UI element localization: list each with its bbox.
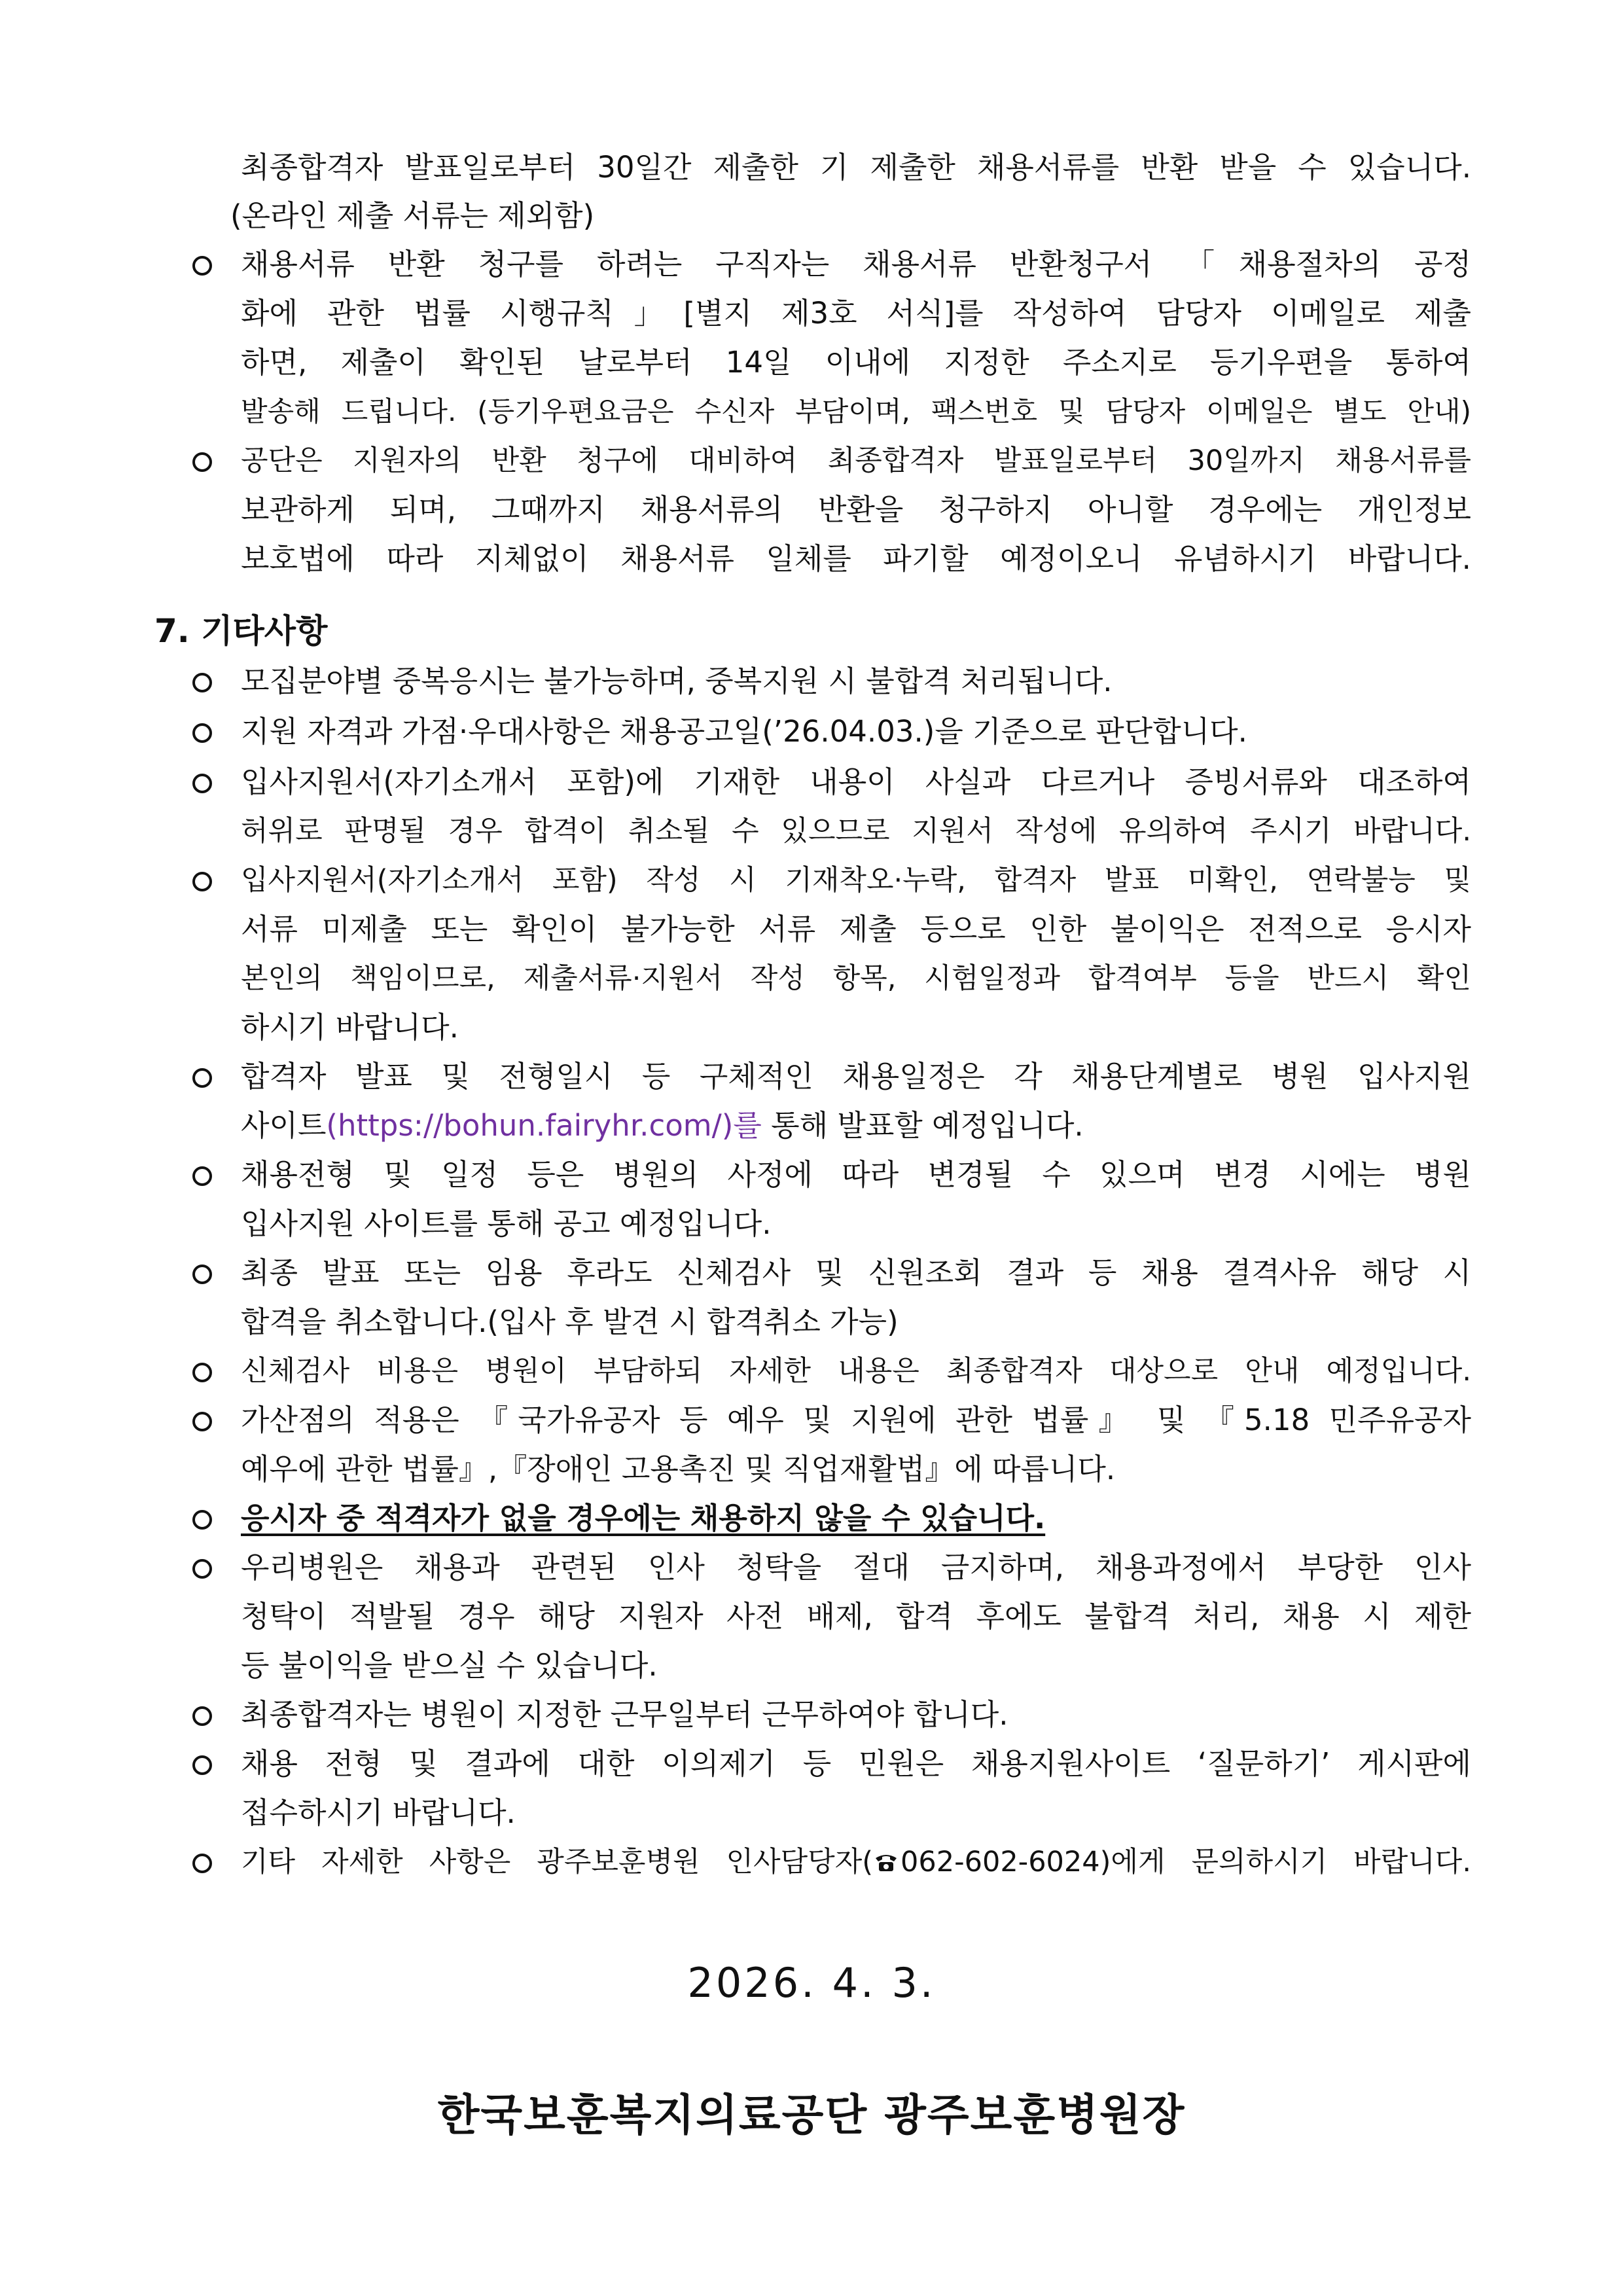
circle-bullet-icon — [190, 1503, 219, 1532]
list-item: 지원 자격과 가점·우대사항은 채용공고일(’26.04.03.)을 기준으로 판단합니다. — [241, 714, 1247, 749]
circle-bullet-icon — [190, 1062, 219, 1090]
return-item-line: 보호법에 따라 지체없이 채용서류 일체를 파기할 예정이오니 유념하시기 바랍니다. — [241, 541, 1471, 576]
circle-bullet-icon — [190, 1405, 219, 1434]
list-item-text: 통해 발표할 예정입니다. — [761, 1108, 1084, 1143]
list-item-text: 사이트 — [241, 1108, 327, 1143]
list-item-contact — [241, 1842, 1471, 1882]
list-item: 등 불이익을 받으실 수 있습니다. — [241, 1648, 658, 1683]
circle-bullet-icon — [190, 1160, 219, 1189]
contact-phone: 062-602-6024 — [901, 1846, 1100, 1878]
circle-bullet-icon — [190, 1847, 219, 1876]
list-item: 접수하시기 바랍니다. — [241, 1795, 516, 1830]
document-date: 2026. 4. 3. — [687, 1959, 936, 2007]
list-item: 예우에 관한 법률』,『장애인 고용촉진 및 직업재활법』에 따릅니다. — [241, 1452, 1116, 1486]
circle-bullet-icon — [190, 767, 219, 796]
list-item: 서류 미제출 또는 확인이 불가능한 서류 제출 등으로 인한 불이익은 전적으로 응시자 — [241, 912, 1471, 946]
emphasis-text: 응시자 중 적격자가 없을 경우에는 채용하지 않을 수 있습니다. — [241, 1501, 1046, 1535]
list-item: 모집분야별 중복응시는 불가능하며, 중복지원 시 불합격 처리됩니다. — [241, 664, 1113, 698]
circle-bullet-icon — [190, 666, 219, 695]
circle-bullet-icon — [190, 1700, 219, 1729]
list-item: 하시기 바랍니다. — [241, 1010, 459, 1045]
return-item-line: 하면, 제출이 확인된 날로부터 14일 이내에 지정한 주소지로 등기우편을 통하여 — [241, 345, 1471, 380]
circle-bullet-icon — [190, 446, 219, 475]
list-item: 합격자 발표 및 전형일시 등 구체적인 채용일정은 각 채용단계별로 병원 입사지원 — [241, 1059, 1471, 1094]
contact-text: 기타 자세한 사항은 광주보훈병원 인사담당자( — [241, 1846, 874, 1878]
issuer-signature: 한국보훈복지의료공단 광주보훈병원장 — [437, 2090, 1186, 2140]
circle-bullet-icon — [190, 249, 219, 278]
return-item-line: 채용서류 반환 청구를 하려는 구직자는 채용서류 반환청구서 「채용절차의 공정 — [241, 247, 1471, 281]
list-item: 청탁이 적발될 경우 해당 지원자 사전 배제, 합격 후에도 불합격 처리, 채용 시 제한 — [241, 1599, 1471, 1634]
return-item-line: 보관하게 되며, 그때까지 채용서류의 반환을 청구하지 아니할 경우에는 개인정보 — [241, 492, 1471, 527]
circle-bullet-icon — [190, 865, 219, 894]
list-item: 신체검사 비용은 병원이 부담하되 자세한 내용은 최종합격자 대상으로 안내 예정입니다. — [241, 1355, 1471, 1388]
circle-bullet-icon — [190, 1749, 219, 1778]
recruitment-site-link[interactable]: (https://bohun.fairyhr.com/)를 — [326, 1108, 762, 1143]
list-item: 입사지원서(자기소개서 포함) 작성 시 기재착오·누락, 합격자 발표 미확인, 연락불능 및 — [241, 864, 1471, 897]
list-item: 가산점의 적용은 『국가유공자 등 예우 및 지원에 관한 법률』 및 『5.18 민주유공자 — [241, 1403, 1471, 1437]
circle-bullet-icon — [190, 1258, 219, 1287]
return-item-line: 화에 관한 법률 시행규칙」[별지 제3호 서식]를 작성하여 담당자 이메일로 제출 — [241, 296, 1471, 331]
circle-bullet-icon — [190, 717, 219, 745]
list-item: 채용전형 및 일정 등은 병원의 사정에 따라 변경될 수 있으며 변경 시에는 병원 — [241, 1157, 1471, 1192]
list-item: 본인의 책임이므로, 제출서류·지원서 작성 항목, 시험일정과 합격여부 등을 반드시 확인 — [241, 962, 1471, 995]
list-item: 채용 전형 및 결과에 대한 이의제기 등 민원은 채용지원사이트 ‘질문하기’ 게시판에 — [241, 1746, 1471, 1781]
telephone-icon — [873, 1845, 899, 1869]
list-item-emphasis — [241, 1499, 1471, 1538]
section-heading: 7. 기타사항 — [154, 612, 328, 650]
intro-line: 최종합격자 발표일로부터 30일간 제출한 기 제출한 채용서류를 반환 받을 수 있습니다. — [241, 150, 1471, 185]
intro-line: (온라인 제출 서류는 제외함) — [230, 198, 595, 233]
return-item-line: 공단은 지원자의 반환 청구에 대비하여 최종합격자 발표일로부터 30일까지 채용서류를 — [241, 444, 1471, 477]
list-item: 최종 발표 또는 임용 후라도 신체검사 및 신원조회 결과 등 채용 결격사유 해당 시 — [241, 1255, 1471, 1290]
circle-bullet-icon — [190, 1552, 219, 1581]
list-item: 입사지원 사이트를 통해 공고 예정입니다. — [241, 1206, 772, 1241]
list-item: 합격을 취소합니다.(입사 후 발견 시 합격취소 가능) — [241, 1304, 899, 1339]
contact-text: )에게 문의하시기 바랍니다. — [1099, 1846, 1472, 1878]
list-item: 최종합격자는 병원이 지정한 근무일부터 근무하여야 합니다. — [241, 1697, 1008, 1732]
list-item: 허위로 판명될 경우 합격이 취소될 수 있으므로 지원서 작성에 유의하여 주시기 바랍니다. — [241, 815, 1471, 848]
circle-bullet-icon — [190, 1356, 219, 1385]
list-item — [241, 1106, 1471, 1145]
list-item: 우리병원은 채용과 관련된 인사 청탁을 절대 금지하며, 채용과정에서 부당한 인사 — [241, 1550, 1471, 1585]
list-item: 입사지원서(자기소개서 포함)에 기재한 내용이 사실과 다르거나 증빙서류와 대조하여 — [241, 764, 1471, 799]
return-item-line: 발송해 드립니다. (등기우편요금은 수신자 부담이며, 팩스번호 및 담당자 이메일은 별도 안내) — [241, 395, 1471, 427]
